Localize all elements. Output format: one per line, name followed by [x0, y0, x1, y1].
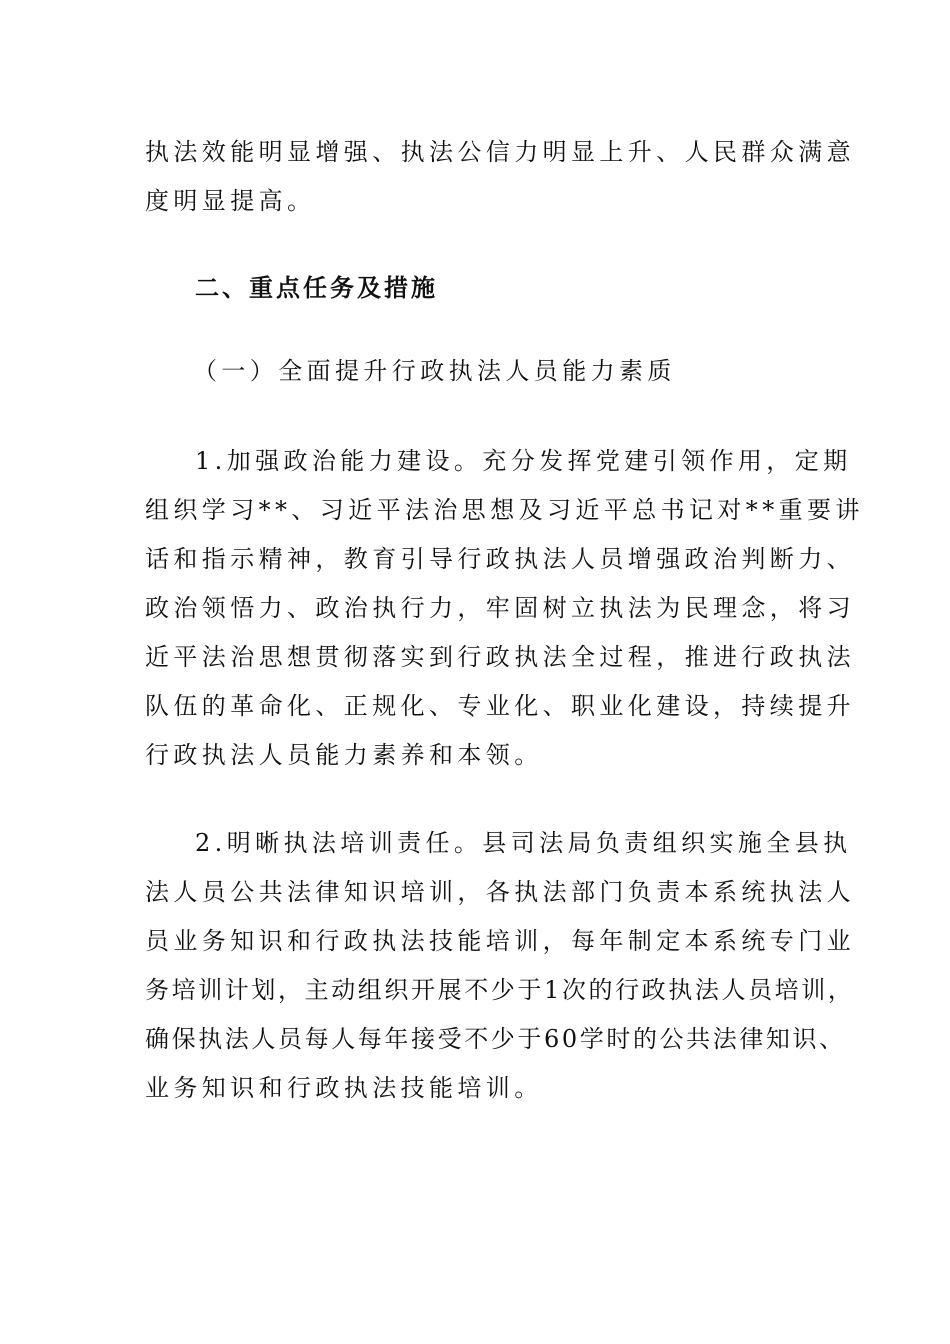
section-heading: 二、重点任务及措施: [195, 274, 438, 302]
paragraph-line: 度明显提高。: [145, 187, 316, 215]
paragraph-line: 业务知识和行政执法技能培训。: [145, 1074, 543, 1102]
paragraph-line: 2.明晰执法培训责任。县司法局负责组织实施全县执: [195, 829, 852, 857]
paragraph-line: 行政执法人员能力素养和本领。: [145, 741, 543, 769]
paragraph-line: 队伍的革命化、正规化、专业化、职业化建设，持续提升: [145, 692, 855, 720]
paragraph-line: 执法效能明显增强、执法公信力明显上升、人民群众满意: [145, 138, 855, 166]
paragraph-line: 法人员公共法律知识培训，各执法部门负责本系统执法人: [145, 878, 855, 906]
paragraph-line: 确保执法人员每人每年接受不少于60学时的公共法律知识、: [145, 1025, 846, 1053]
paragraph-line: 1.加强政治能力建设。充分发挥党建引领作用，定期: [195, 447, 852, 475]
paragraph-line: 政治领悟力、政治执行力，牢固树立执法为民理念，将习: [145, 594, 855, 622]
paragraph-line: 组织学习**、习近平法治思想及习近平总书记对**重要讲: [145, 496, 864, 524]
paragraph-line: 近平法治思想贯彻落实到行政执法全过程，推进行政执法: [145, 643, 855, 671]
paragraph-line: 话和指示精神，教育引导行政执法人员增强政治判断力、: [145, 545, 855, 573]
paragraph-line: 务培训计划，主动组织开展不少于1次的行政执法人员培训，: [145, 976, 855, 1004]
subsection-heading: （一）全面提升行政执法人员能力素质: [193, 357, 676, 385]
paragraph-line: 员业务知识和行政执法技能培训，每年制定本系统专门业: [145, 927, 855, 955]
